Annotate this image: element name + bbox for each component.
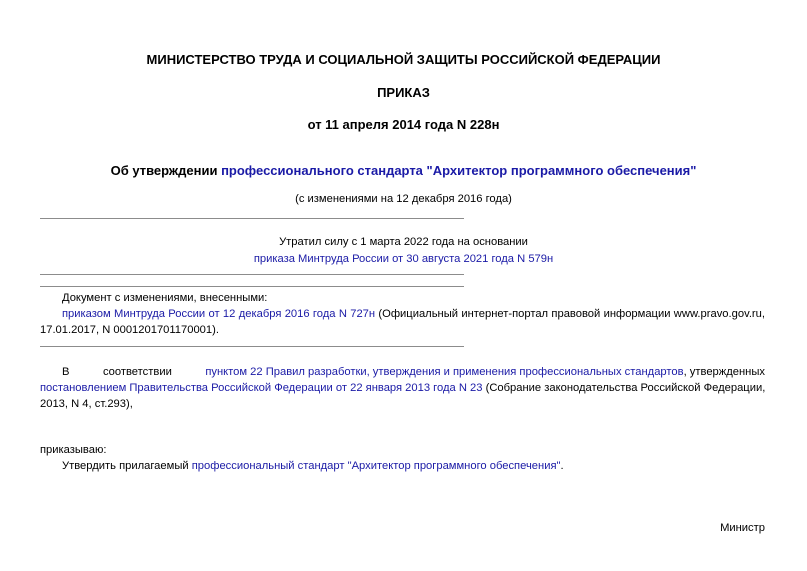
changes-source: (Официальный интернет-портал правовой информации www.pravo.gov.ru,: [375, 308, 765, 320]
divider: [40, 218, 464, 219]
amendments-note: (с изменениями на 12 декабря 2016 года): [295, 193, 512, 205]
title-prefix: Об утверждении: [110, 163, 222, 178]
repeal-order-link[interactable]: приказа Минтруда России от 30 августа 2021 года N 579н: [253, 253, 554, 265]
repeal-order-wrapper: [0, 251, 807, 268]
basis-line-3: 2013, N 4, ст.293),: [40, 398, 133, 410]
title-standard-link[interactable]: профессионального стандарта "Архитектор программного обеспечения": [221, 163, 697, 178]
divider: [40, 346, 464, 347]
divider: [40, 286, 464, 287]
order-approve-line: [62, 458, 564, 475]
basis-line-2: [40, 380, 765, 397]
basis-word-accordance: соответствии: [102, 366, 172, 378]
basis-word-in: В: [62, 366, 70, 378]
document-title: [0, 162, 807, 180]
government-decree-link[interactable]: постановлением Правительства Российской Федерации от 22 января 2013 года N 23: [40, 382, 483, 394]
changes-intro: Документ с изменениями, внесенными:: [62, 292, 268, 304]
changes-line-1: [62, 306, 765, 323]
basis-line-1: [62, 364, 765, 381]
signature-position: Министр: [720, 522, 765, 534]
order-verb: приказываю:: [40, 444, 107, 456]
amending-order-link[interactable]: приказом Минтруда России от 12 декабря 2016 года N 727н: [62, 308, 376, 320]
divider: [40, 274, 464, 275]
basis-approved: , утвержденных: [683, 366, 765, 378]
professional-standard-link[interactable]: профессиональный стандарт "Архитектор программного обеспечения": [191, 460, 561, 472]
approve-suffix: .: [560, 460, 564, 472]
document-type: ПРИКАЗ: [377, 85, 430, 100]
repeal-notice: Утратил силу с 1 марта 2022 года на основании: [279, 236, 528, 248]
ministry-heading: МИНИСТЕРСТВО ТРУДА И СОЦИАЛЬНОЙ ЗАЩИТЫ РОССИЙСКОЙ ФЕДЕРАЦИИ: [146, 52, 661, 67]
basis-source: (Собрание законодательства Российской Федерации,: [482, 382, 766, 394]
approve-prefix: Утвердить прилагаемый: [62, 460, 192, 472]
document-date-number: от 11 апреля 2014 года N 228н: [307, 117, 500, 132]
changes-line-2: 17.01.2017, N 0001201701170001).: [40, 324, 219, 336]
rules-link[interactable]: пунктом 22 Правил разработки, утверждения и применения профессиональных стандартов: [205, 366, 684, 378]
